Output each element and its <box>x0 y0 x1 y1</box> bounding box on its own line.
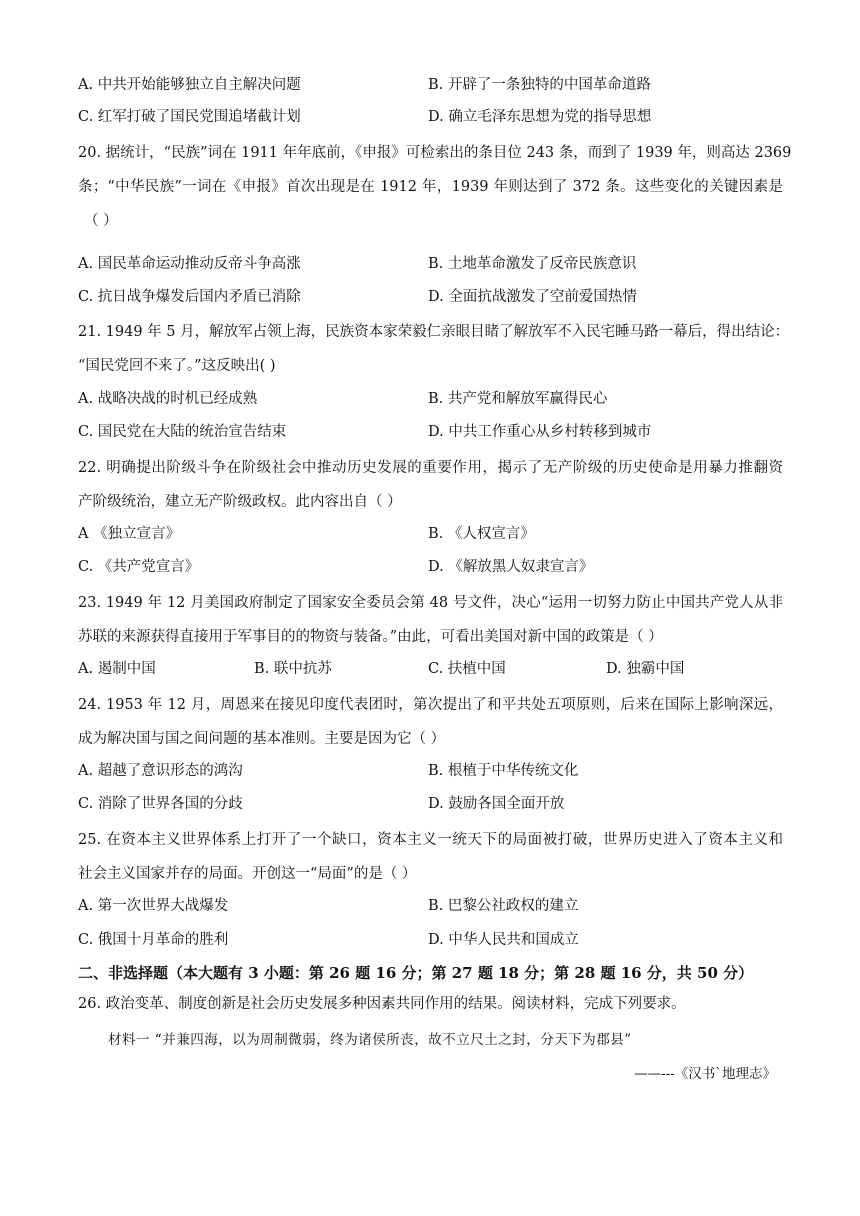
q20-answer-blank: （ ） <box>84 213 118 229</box>
q25-option-b[interactable]: B. 巴黎公社政权的建立 <box>428 898 579 914</box>
q23-options-row <box>78 659 778 679</box>
q24-option-c[interactable]: C. 消除了世界各国的分歧 <box>78 796 243 812</box>
q26-stem: 26. 政治变革、制度创新是社会历史发展多种因素共同作用的结果。阅读材料，完成下列要求。 <box>78 996 686 1012</box>
q25-option-d[interactable]: D. 中华人民共和国成立 <box>428 932 579 948</box>
q24-stem <box>78 688 783 756</box>
q24-options-row-1 <box>78 761 778 781</box>
q22-line-2: 产阶级统治，建立无产阶级政权。此内容出自（ ） <box>78 494 402 510</box>
q22-options-row-2 <box>78 557 778 577</box>
q20-line-1: 20. 据统计，“民族”词在 1911 年年底前，《申报》可检索出的条目位 243 条，而到了 1939 年，则高达 2369 <box>78 145 792 161</box>
q21-option-d[interactable]: D. 中共工作重心从乡村转移到城市 <box>428 424 652 440</box>
q25-line-2: 社会主义国家并存的局面。开创这一“局面”的是（ ） <box>78 866 417 882</box>
q19-option-a[interactable]: A. 中共开始能够独立自主解决问题 <box>78 77 301 93</box>
q25-stem <box>78 823 783 891</box>
q26-material-1: 材料一 “并兼四海，以为周制微弱，终为诸侯所丧，故不立尺土之封，分天下为郡县” <box>108 1032 632 1048</box>
q22-options-row-1 <box>78 524 778 544</box>
q22-stem <box>78 451 783 519</box>
q20-option-c[interactable]: C. 抗日战争爆发后国内矛盾已消除 <box>78 289 301 305</box>
q24-option-a[interactable]: A. 超越了意识形态的鸿沟 <box>78 763 243 779</box>
q19-options-row-1 <box>78 75 778 95</box>
q20-option-b[interactable]: B. 土地革命激发了反帝民族意识 <box>428 256 637 272</box>
q24-option-b[interactable]: B. 根植于中华传统文化 <box>428 763 579 779</box>
q25-options-row-2 <box>78 930 778 950</box>
q23-option-b[interactable]: B. 联中抗苏 <box>254 661 332 677</box>
q22-option-a[interactable]: A 《独立宣言》 <box>78 526 181 542</box>
q24-line-1: 24. 1953 年 12 月，周恩来在接见印度代表团时，第次提出了和平共处五项原则，后来在国际上影响深远， <box>78 697 783 713</box>
q21-line-2: “国民党回不来了。”这反映出( ) <box>78 358 276 374</box>
q22-line-1: 22. 明确提出阶级斗争在阶级社会中推动历史发展的重要作用，揭示了无产阶级的历史使命是用暴力推翻资 <box>78 460 783 476</box>
q20-option-d[interactable]: D. 全面抗战激发了空前爱国热情 <box>428 289 637 305</box>
q22-option-b[interactable]: B. 《人权宣言》 <box>428 526 535 542</box>
q23-option-d[interactable]: D. 独霸中国 <box>606 661 685 677</box>
q23-line-2: 苏联的来源获得直接用于军事目的的物资与装备。”由此，可看出美国对新中国的政策是（ ） <box>78 629 663 645</box>
q22-option-c[interactable]: C. 《共产党宣言》 <box>78 559 200 575</box>
q19-option-b[interactable]: B. 开辟了一条独特的中国革命道路 <box>428 77 651 93</box>
q25-line-1: 25. 在资本主义世界体系上打开了一个缺口，资本主义一统天下的局面被打破，世界历史进入了资本主义和 <box>78 832 783 848</box>
q23-stem <box>78 586 783 654</box>
q21-option-a[interactable]: A. 战略决战的时机已经成熟 <box>78 391 258 407</box>
q20-options-row-1 <box>78 254 778 274</box>
q24-line-2: 成为解决国与国之间问题的基本准则。主要是因为它（ ） <box>78 731 446 747</box>
q19-option-d[interactable]: D. 确立毛泽东思想为党的指导思想 <box>428 109 652 125</box>
q20-stem <box>78 136 792 238</box>
q21-stem <box>78 315 790 383</box>
q20-line-2: 条；“中华民族”一词在《申报》首次出现是在 1912 年，1939 年则达到了 372 条。这些变化的关键因素是 <box>78 179 783 195</box>
q26-material-1-source: ——---《汉书`地理志》 <box>634 1066 776 1082</box>
q19-option-c[interactable]: C. 红军打破了国民党围追堵截计划 <box>78 109 301 125</box>
q21-line-1: 21. 1949 年 5 月，解放军占领上海，民族资本家荣毅仁亲眼目睹了解放军不入民宅睡马路一幕后，得出结论： <box>78 324 790 340</box>
q23-option-a[interactable]: A. 遏制中国 <box>78 661 156 677</box>
q24-options-row-2 <box>78 794 778 814</box>
q22-option-d[interactable]: D. 《解放黑人奴隶宣言》 <box>428 559 594 575</box>
q21-option-b[interactable]: B. 共产党和解放军赢得民心 <box>428 391 608 407</box>
q21-option-c[interactable]: C. 国民党在大陆的统治宣告结束 <box>78 424 287 440</box>
section-2-heading: 二、非选择题（本大题有 3 小题：第 26 题 16 分；第 27 题 18 分；第 28 题 16 分，共 50 分） <box>78 964 754 982</box>
q23-line-1: 23. 1949 年 12 月美国政府制定了国家安全委员会第 48 号文件，决心“运用一切努力防止中国共产党人从非 <box>78 595 783 611</box>
q24-option-d[interactable]: D. 鼓励各国全面开放 <box>428 796 565 812</box>
q25-option-c[interactable]: C. 俄国十月革命的胜利 <box>78 932 229 948</box>
q20-options-row-2 <box>78 287 778 307</box>
q21-options-row-1 <box>78 389 778 409</box>
q25-options-row-1 <box>78 896 778 916</box>
q20-option-a[interactable]: A. 国民革命运动推动反帝斗争高涨 <box>78 256 301 272</box>
q21-options-row-2 <box>78 422 778 442</box>
q19-options-row-2 <box>78 107 778 127</box>
q23-option-c[interactable]: C. 扶植中国 <box>428 661 506 677</box>
q25-option-a[interactable]: A. 第一次世界大战爆发 <box>78 898 229 914</box>
